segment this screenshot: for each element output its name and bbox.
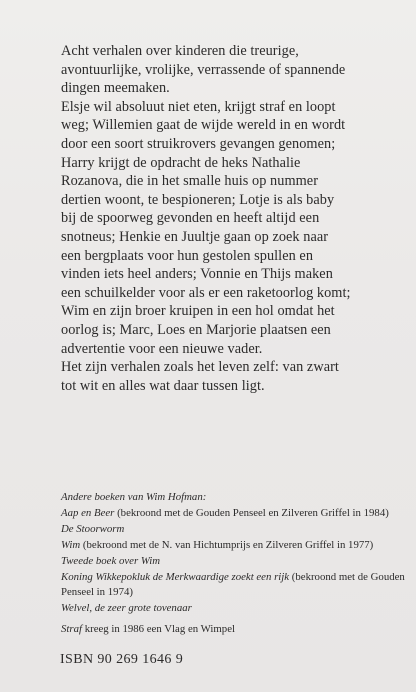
book-award-note: (bekroond met de N. van Hichtumprijs en Zilveren Griffel in 1977) (80, 538, 374, 551)
book-title: Wim (61, 538, 81, 551)
award-book-title: Straf (61, 623, 82, 635)
isbn-number: ISBN 90 269 1646 9 (60, 652, 184, 667)
award-line (61, 622, 235, 636)
award-text: kreeg in 1986 een Vlag en Wimpel (82, 623, 235, 635)
book-entry-aap-en-beer (61, 506, 411, 522)
book-entry-welvel: Welvel, de zeer grote tovenaar (61, 602, 192, 615)
book-entry-de-stoorworm: De Stoorworm (61, 522, 125, 535)
book-entry-tweede-boek-over-wim: Tweede boek over Wim (61, 554, 161, 567)
other-books-list (61, 490, 411, 617)
book-award-note: (bekroond met de Gouden Penseel in 1974) (61, 570, 405, 599)
blurb-text (61, 42, 401, 395)
book-entry-koning-wikkepokluk (61, 570, 411, 602)
book-title: Aap en Beer (61, 506, 115, 519)
blurb-paragraph-stories: Elsje wil absoluut niet eten, krijgt straf en loopt weg; Willemien gaat de wijde wereld in en wordt door een soort struikrovers gevangen genomen; Harry krijgt de opdracht de heks Nathalie Rozanova, die in het smalle huis op nummer dertien woont, te bespioneren; Lotje is als baby bij de spoorweg gevonden en heeft altijd een snotneus; Henkie en Juultje gaan op zoek naar een bergplaats voor hun gestolen spullen en vinden iets heel anders; Vonnie en Thijs maken een schuilkelder voor als er een raketoorlog komt; Wim en zijn broer kruipen in een hol omdat het oorlog is; Marc, Loes en Marjorie plaatsen een advertentie voor een nieuwe vader. (61, 98, 351, 357)
book-title: Koning Wikkepokluk de Merkwaardige zoekt een rijk (61, 570, 290, 583)
blurb-paragraph-intro: Acht verhalen over kinderen die treurige, avontuurlijke, vrolijke, verrassende of spannende dingen meemaken. (61, 43, 346, 97)
book-entry-wim (61, 538, 411, 554)
blurb-paragraph-closing: Het zijn verhalen zoals het leven zelf: van zwart tot wit en alles wat daar tussen ligt. (61, 359, 339, 394)
book-award-note: (bekroond met de Gouden Penseel en Zilveren Griffel in 1984) (114, 506, 389, 519)
other-books-heading: Andere boeken van Wim Hofman: (61, 491, 207, 503)
